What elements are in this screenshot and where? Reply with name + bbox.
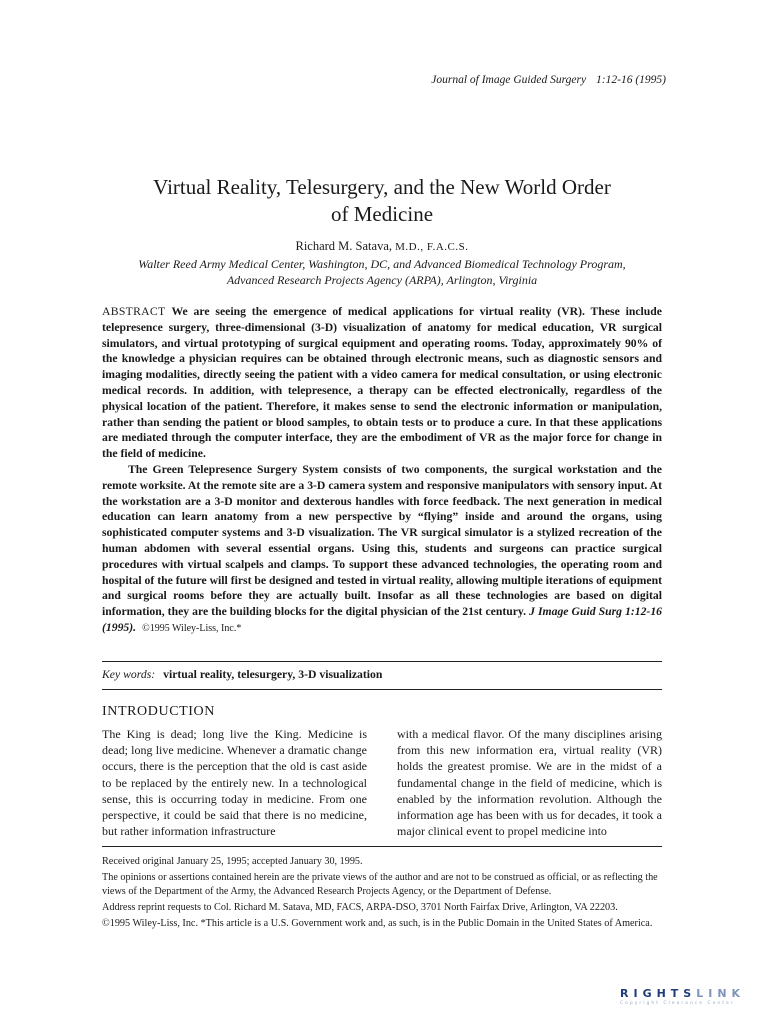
abstract-text-2: The Green Telepresence Surgery System consists of two components, the surgical workstation and the remote worksite. At the remote site are a 3-D camera system and responsive manipulators with sensory input. At the workstation are a 3-D monitor and dexterous handles with force feedback. The next generation in medical education can learn anatomy from a new perspective by “flying” inside and around the organs, using sophisticated computer systems and 3-D visualization. The VR surgical simulator is a stylized recreation of the human abdomen with several essential organs. Using this, students and surgeons can practice surgical procedures with virtual scalpels and clamps. To support these advanced technologies, the operating room and hospital of the future will first be designed and tested in virtual reality, allowing multiple iterations of equipment and surgical rooms before they are actually built. Insofar as all these technologies are based on digital information, they are the building blocks for the digital physician of the 21st century.: [102, 462, 662, 619]
abstract-text-1: We are seeing the emergence of medical applications for virtual reality (VR). These include telepresence surgery, three-dimensional (3-D) visualization of anatomy for medical education, VR surgical simulators, and virtual prototyping of surgical equipment and operating rooms. Today, approximately 90% of the knowledge a physician requires can be obtained through electronic means, such as diagnostic sensors and imaging modalities, directly seeing the patient with a video camera for medical consultation, or using electronic medical records. In addition, with telepresence, a therapy can be effected electronically, regardless of the physical location of the patient. Therefore, it makes sense to send the electronic information or manipulation, rather than sending the patient or blood samples, to obtain tests or to produce a cure. In that these applications are mediated through the computer interface, they are the embodiment of VR as the major force for change in the field of medicine.: [102, 305, 662, 461]
article-title: [100, 174, 664, 228]
rightslink-watermark: [620, 987, 745, 1006]
footnote-disclaimer: The opinions or assertions contained herein are the private views of the author and are not to be construed as official, or as reflecting the views of the Department of the Army, the Advanced Research Projects Agency, or the Department of Defense.: [102, 872, 658, 897]
body-paragraph-right: with a medical flavor. Of the many disciplines arising from this new information era, virtual reality (VR) holds the greatest promise. We are in the midst of a fundamental change in the field of medicine, which is enabled by the information revolution. Although the information age has been with us for decades, it took a major clinical event to propel medicine into: [397, 727, 662, 839]
title-block: [100, 174, 664, 288]
running-head: [431, 74, 666, 86]
body-paragraph-left: The King is dead; long live the King. Medicine is dead; long live medicine. Whenever a dramatic change occurs, there is the perception that the old is cast aside to be replaced by the entirely new. In a technological sense, this is occurring today in medicine. From one perspective, it could be said that there is no medicine, but rather information infrastructure: [102, 727, 367, 839]
author-degrees: M.D., F.A.C.S.: [395, 241, 469, 253]
watermark-sub: Copyright Clearance Center: [620, 1001, 735, 1006]
abstract-citation: J Image Guid Surg 1:12-16 (1995).: [102, 605, 663, 634]
keywords: [102, 668, 662, 681]
watermark-dark: RIGHTS: [620, 987, 697, 1000]
abstract: [102, 304, 662, 637]
journal-pages: 1:12-16 (1995): [596, 74, 666, 86]
title-line-2: of Medicine: [330, 202, 434, 226]
abstract-paragraph-2: [102, 462, 662, 637]
title-line-1: Virtual Reality, Telesurgery, and the New World Order: [153, 175, 611, 199]
section-heading-introduction: INTRODUCTION: [102, 704, 215, 719]
body-column-right: [397, 726, 662, 839]
keywords-label: Key words:: [102, 668, 156, 681]
journal-name: Journal of Image Guided Surgery: [431, 74, 587, 86]
affiliation-line-2: Advanced Research Projects Agency (ARPA), Arlington, Virginia: [226, 273, 538, 287]
abstract-paragraph-1: [102, 304, 662, 462]
author-name: Richard M. Satava,: [295, 239, 392, 253]
body-column-left: [102, 726, 367, 839]
keywords-text: virtual reality, telesurgery, 3-D visualization: [163, 668, 383, 681]
abstract-label: ABSTRACT: [102, 305, 166, 318]
keywords-rule-bottom: [102, 689, 662, 690]
author-line: [100, 239, 664, 254]
footnotes: [102, 855, 664, 933]
footnote-reprint: Address reprint requests to Col. Richard M. Satava, MD, FACS, ARPA-DSO, 3701 North Fairfax Drive, Arlington, VA 22203.: [102, 902, 618, 913]
keywords-rule-top: [102, 661, 662, 662]
abstract-copyright: ©1995 Wiley-Liss, Inc.*: [142, 622, 242, 634]
affiliation-line-1: Walter Reed Army Medical Center, Washington, DC, and Advanced Biomedical Technology Program,: [138, 257, 626, 271]
footnote-rule: [102, 846, 662, 847]
footnote-received: Received original January 25, 1995; accepted January 30, 1995.: [102, 856, 363, 867]
affiliation: [100, 256, 664, 288]
watermark-light: LINK: [696, 987, 746, 1000]
footnote-copyright: ©1995 Wiley-Liss, Inc. *This article is a U.S. Government work and, as such, is in the Public Domain in the United States of America.: [102, 918, 653, 929]
